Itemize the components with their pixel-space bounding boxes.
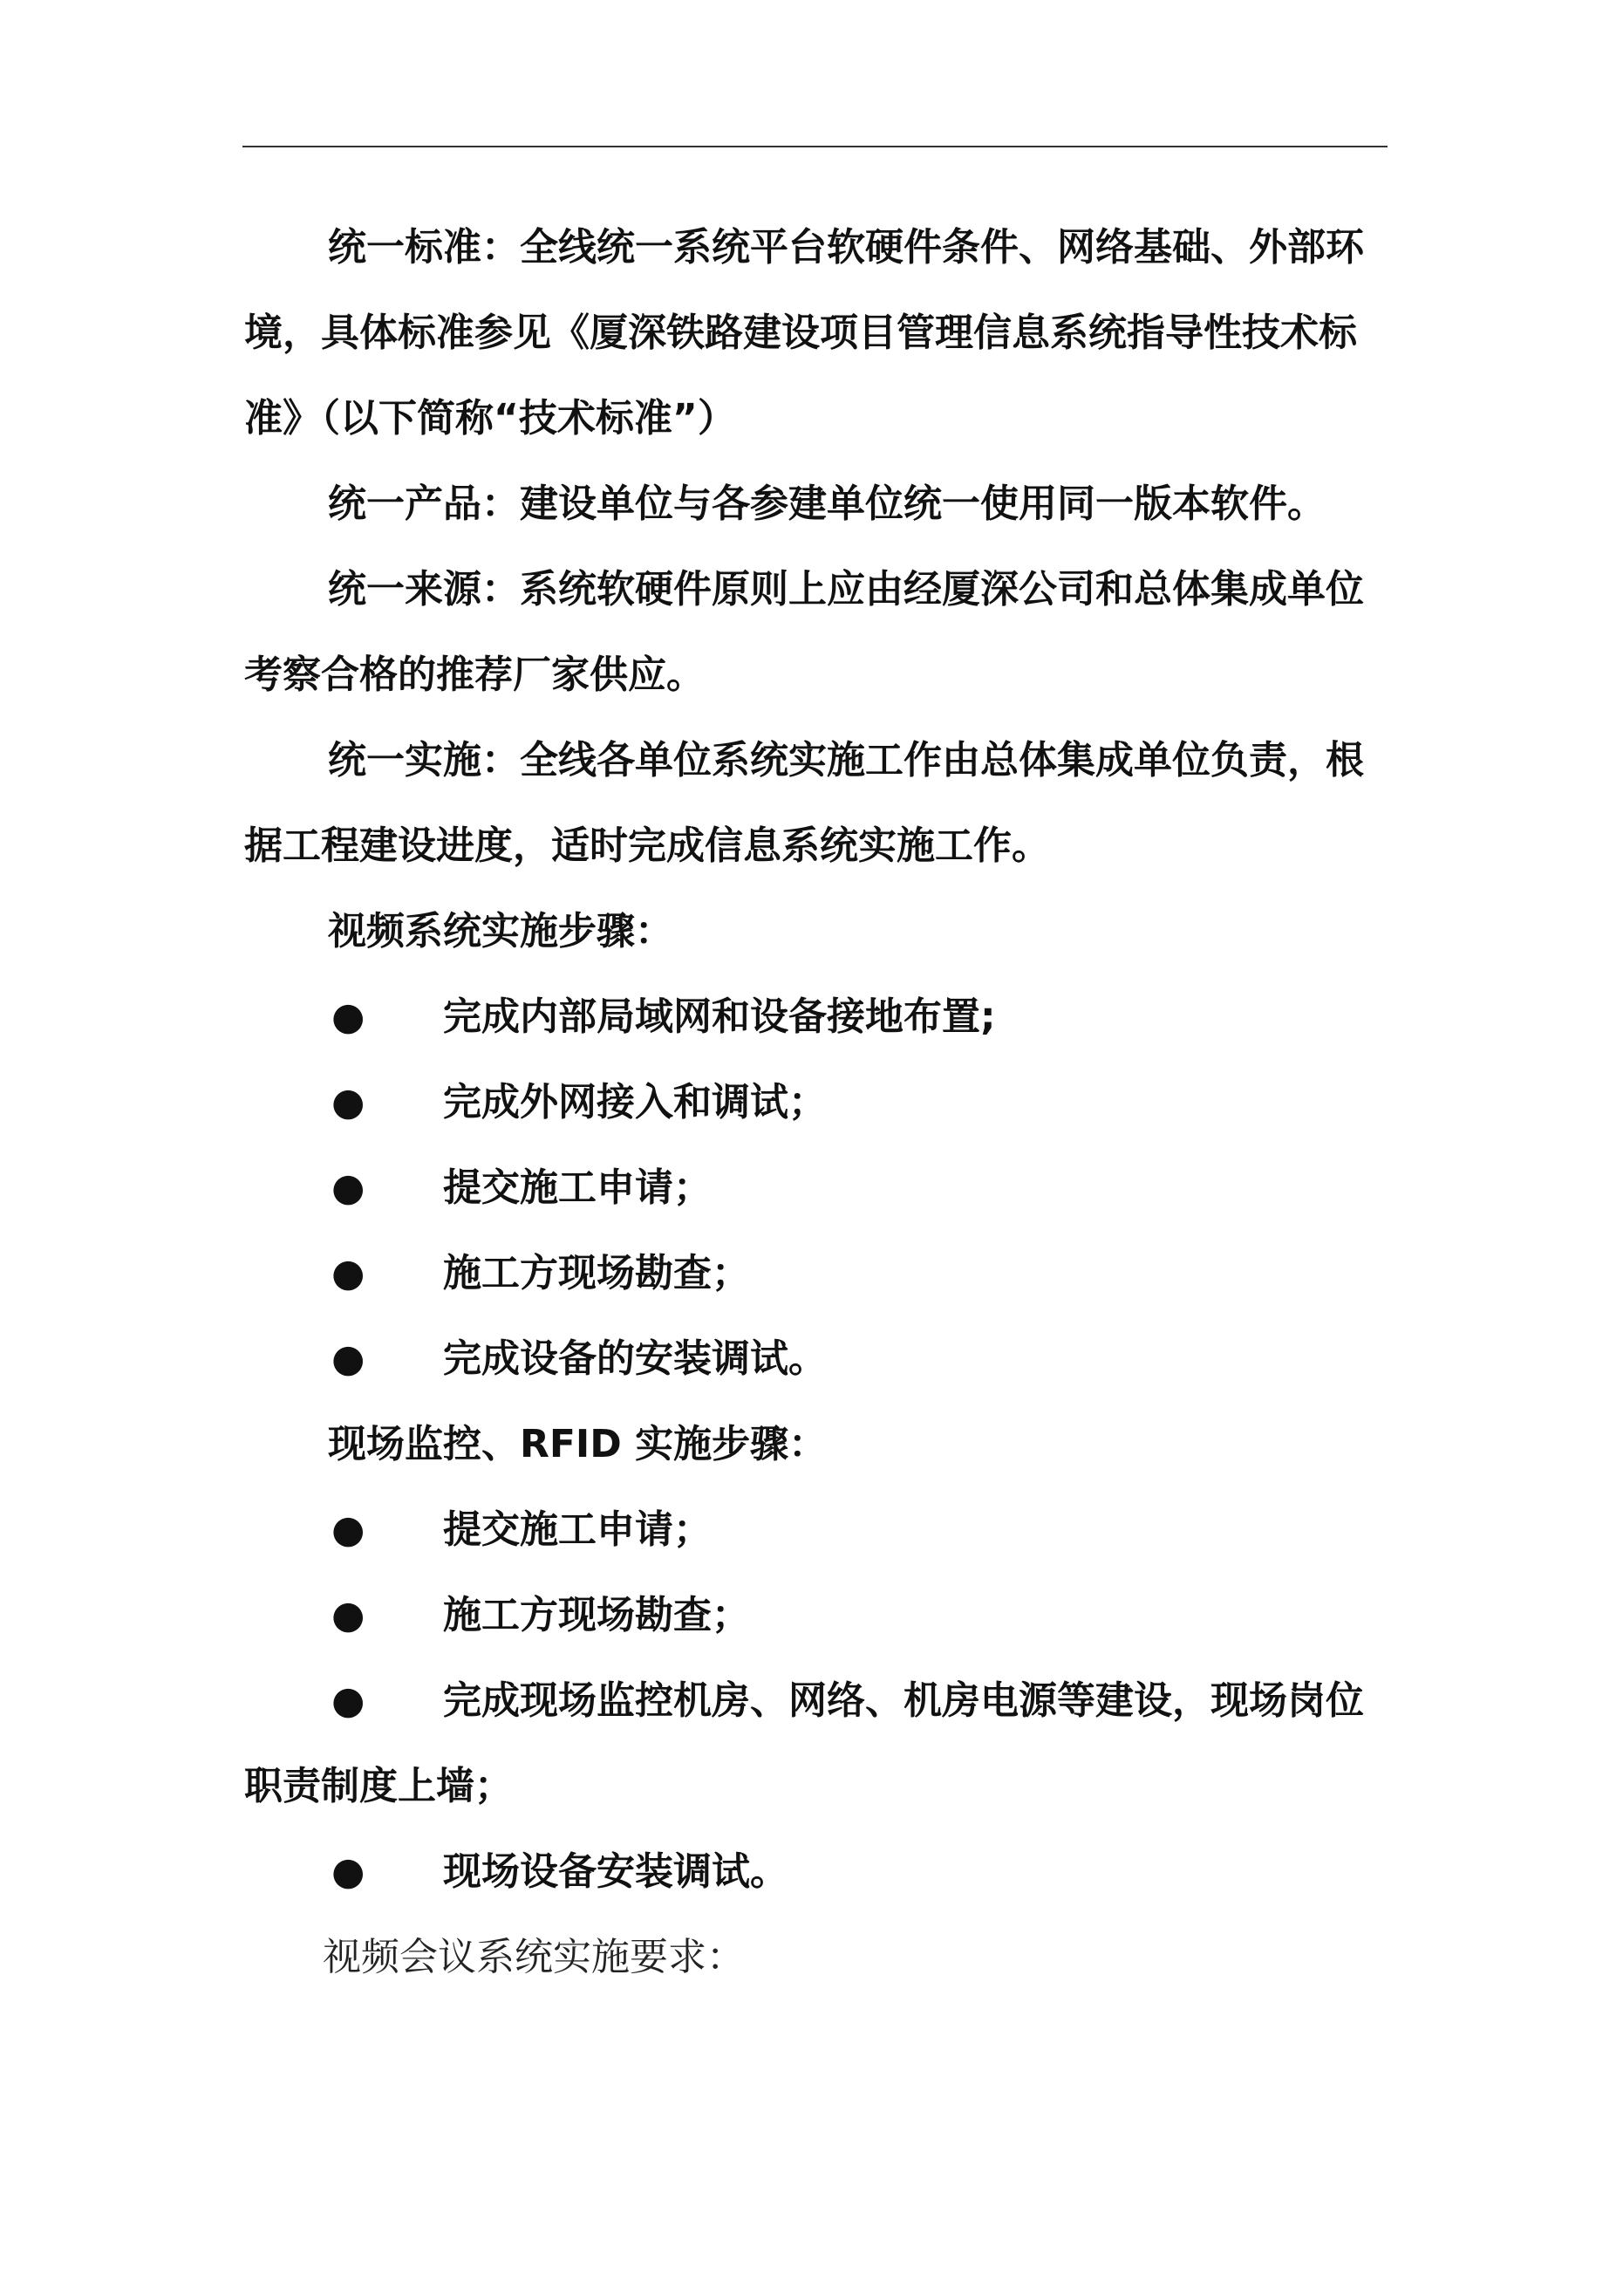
bullet-icon: ● xyxy=(331,994,365,1039)
paragraph-text: 系统软硬件原则上应由经厦深公司和总体集成单位考察合格的推荐厂家供应。 xyxy=(244,567,1364,697)
bullet-icon: ● xyxy=(331,1080,365,1124)
bullet-icon: ● xyxy=(331,1165,365,1210)
bullet-icon: ● xyxy=(331,1593,365,1637)
list-item-text: 完成内部局域网和设备接地布置; xyxy=(443,994,996,1039)
paragraph-text: 全线各单位系统实施工作由总体集成单位负责，根据工程建设进度，适时完成信息系统实施工作。 xyxy=(244,738,1364,868)
list-item-text: 完成外网接入和调试； xyxy=(443,1080,827,1124)
rfid-steps-heading: 现场监控、RFID 实施步骤： xyxy=(328,1422,828,1466)
bullet-icon: ● xyxy=(331,1678,365,1723)
paragraph-text: 建设单位与各参建单位统一使用同一版本软件。 xyxy=(520,482,1326,526)
paragraph-lead: 统一来源： xyxy=(328,567,520,612)
list-item-text: 施工方现场勘查； xyxy=(443,1593,750,1637)
document-body xyxy=(244,205,1378,2000)
closing-line: 视频会议系统实施要求： xyxy=(323,1935,745,1979)
list-item xyxy=(244,1658,1378,1829)
list-item xyxy=(244,1573,1378,1658)
list-item-text: 完成现场监控机房、网络、机房电源等建设，现场岗位职责制度上墙； xyxy=(244,1678,1364,1808)
list-item xyxy=(244,1145,1378,1231)
bullet-icon: ● xyxy=(331,1336,365,1381)
list-item-text: 提交施工申请； xyxy=(443,1507,712,1552)
list-item xyxy=(244,1060,1378,1145)
list-item xyxy=(244,1487,1378,1573)
paragraph-text: 全线统一系统平台软硬件条件、网络基础、外部环境，具体标准参见《厦深铁路建设项目管理信息系统指导性技术标准》（以下简称“技术标准”） xyxy=(244,225,1364,441)
paragraph-lead: 统一产品： xyxy=(328,482,520,526)
list-item xyxy=(244,1829,1378,1915)
bullet-icon: ● xyxy=(331,1251,365,1295)
list-item xyxy=(244,1231,1378,1316)
list-item-text: 现场设备安装调试。 xyxy=(443,1849,788,1894)
paragraph-unified-implementation xyxy=(244,718,1378,889)
list-item-text: 施工方现场勘查； xyxy=(443,1251,750,1295)
paragraph-unified-source xyxy=(244,547,1378,718)
list-item xyxy=(244,1316,1378,1402)
paragraph-lead: 统一实施： xyxy=(328,738,520,782)
paragraph-lead: 统一标准： xyxy=(328,225,520,270)
header-rule xyxy=(242,146,1388,147)
bullet-icon: ● xyxy=(331,1507,365,1552)
paragraph-unified-product xyxy=(244,461,1378,547)
video-steps-heading: 视频系统实施步骤： xyxy=(328,909,673,953)
list-item-text: 提交施工申请； xyxy=(443,1165,712,1210)
list-item-text: 完成设备的安装调试。 xyxy=(443,1336,827,1381)
list-item xyxy=(244,974,1378,1060)
bullet-icon: ● xyxy=(331,1849,365,1894)
paragraph-unified-standard xyxy=(244,205,1378,461)
